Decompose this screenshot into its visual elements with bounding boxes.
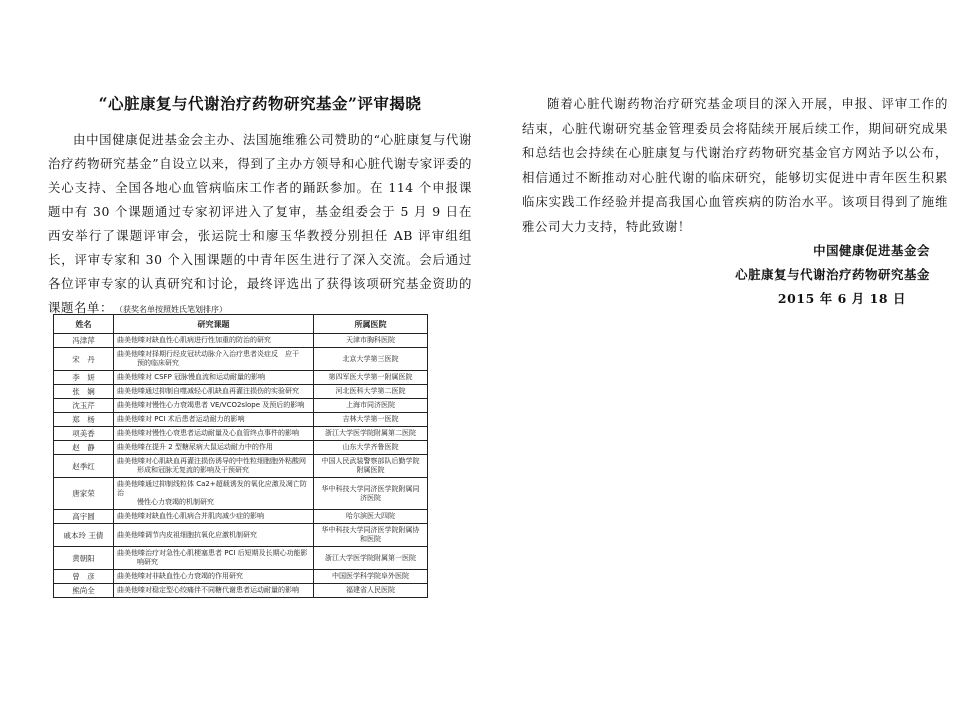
research-topic-line: 曲美他嗪对缺血性心肌病进行性加重的防治的研究 <box>117 336 271 344</box>
hospital <box>314 385 428 399</box>
awardee-name: 赵季红 <box>54 455 114 478</box>
research-topic <box>114 478 314 510</box>
table-row <box>54 334 428 348</box>
research-topic <box>114 371 314 385</box>
hospital-line: 河北医科大学第二医院 <box>335 387 406 395</box>
hospital-line: 浙江大学医学院附属第一医院 <box>325 553 416 562</box>
header-topic: 研究课题 <box>114 315 314 334</box>
research-topic-line: 预的临床研究 <box>137 359 179 367</box>
hospital-line: 浙江大学医学院附属第二医院 <box>325 429 416 437</box>
hospital-line: 华中科技大学同济医学院附属同 <box>321 484 420 493</box>
awardee-name: 宋 丹 <box>54 348 114 371</box>
table-row <box>54 524 428 547</box>
table-row <box>54 584 428 598</box>
header-hospital: 所属医院 <box>314 315 428 334</box>
intro-text: 由中国健康促进基金会主办、法国施维雅公司赞助的“心脏康复与代谢治疗药物研究基金”自设立以来，得到了主办方领导和心脏代谢专家评委的关心支持、全国各地心血管病临床工作者的踊跃参加。在 114 个申报课题中有 30 个课题通过专家初评进入了复审，基金组委会于 5 月 9 日在西安举行了课题评审会，张运院士和廖玉华教授分别担任 AB 评审组组长，评审专家和 30 个入围课题的中青年医生进行了深入交流。会后通过各位评审专家的认真研究和讨论，最终评选出了获得该项研究基金资助的课题名单： <box>48 132 472 315</box>
research-topic-line: 慢性心力衰竭的机制研究 <box>137 498 214 506</box>
table-row <box>54 441 428 455</box>
research-topic <box>114 547 314 570</box>
table-row <box>54 399 428 413</box>
hospital-line: 济医院 <box>360 493 381 502</box>
awardee-name: 郑 杨 <box>54 413 114 427</box>
hospital <box>314 348 428 371</box>
research-topic <box>114 455 314 478</box>
table-body <box>54 334 428 598</box>
right-column <box>522 92 948 311</box>
table-row <box>54 371 428 385</box>
table-row <box>54 385 428 399</box>
research-topic-line: 响研究 <box>137 558 158 566</box>
research-topic-line: 曲美他嗪对慢性心衰患者运动耐量及心血管终点事件的影响 <box>117 429 299 437</box>
awardee-name: 张 娴 <box>54 385 114 399</box>
hospital <box>314 570 428 584</box>
hospital <box>314 510 428 524</box>
research-topic <box>114 524 314 547</box>
page-title: “心脏康复与代谢治疗药物研究基金”评审揭晓 <box>98 94 422 113</box>
research-topic <box>114 334 314 348</box>
research-topic-line: 曲美他嗪通过抑制线粒体 Ca2+超载诱发的氧化应激及凋亡防治 <box>117 480 307 497</box>
awardee-name: 高宇圆 <box>54 510 114 524</box>
hospital-line: 哈尔滨医大四院 <box>346 512 395 520</box>
ranking-note: （获奖名单按照姓氏笔划排序） <box>118 305 227 314</box>
awardee-name: 唐家荣 <box>54 478 114 510</box>
hospital-line: 山东大学齐鲁医院 <box>342 443 399 451</box>
research-topic <box>114 348 314 371</box>
research-topic-line: 曲美他嗪对 CSFP 冠脉慢血流和运动耐量的影响 <box>117 373 266 381</box>
signature-date: 2015 年 6 月 18 日 <box>777 291 906 306</box>
awardee-name: 黄朝阳 <box>54 547 114 570</box>
award-table <box>53 314 428 598</box>
table-row <box>54 510 428 524</box>
awardee-name: 曾 彦 <box>54 570 114 584</box>
awardee-name: 赵 静 <box>54 441 114 455</box>
awardee-name: 沈玉芹 <box>54 399 114 413</box>
hospital <box>314 584 428 598</box>
hospital <box>314 455 428 478</box>
table-row <box>54 478 428 510</box>
hospital <box>314 413 428 427</box>
research-topic <box>114 399 314 413</box>
research-topic-line: 曲美他嗪对稳定型心绞痛伴不同糖代谢患者运动耐量的影响 <box>117 586 299 594</box>
research-topic <box>114 570 314 584</box>
hospital-line: 中国人民武装警察部队后勤学院 <box>321 457 420 465</box>
signature-org-fund: 心脏康复与代谢治疗药物研究基金 <box>735 267 930 282</box>
table-row <box>54 547 428 570</box>
awardee-name: 熊尚全 <box>54 584 114 598</box>
hospital <box>314 334 428 348</box>
intro-paragraph <box>48 128 472 322</box>
awardee-name: 戚本玲 王倩 <box>54 524 114 547</box>
header-name: 姓名 <box>54 315 114 334</box>
awardee-name: 项美香 <box>54 427 114 441</box>
research-topic-line: 曲美他嗪对心肌缺血再灌注损伤诱导的中性粒细胞胞外粘酸网 <box>117 457 306 465</box>
research-topic-line: 曲美他嗪对择期行经皮冠状动脉介入治疗患者炎症反 应干 <box>117 350 299 358</box>
awardee-name: 李 妍 <box>54 371 114 385</box>
hospital-line: 吉林大学第一医院 <box>342 415 399 423</box>
hospital <box>314 371 428 385</box>
hospital-line: 华中科技大学同济医学院附属协 <box>321 526 420 534</box>
hospital-line: 第四军医大学第一附属医院 <box>328 373 413 381</box>
hospital-line: 附属医院 <box>356 466 385 474</box>
research-topic-line: 曲美他嗪通过抑制自噬减轻心肌缺血再灌注损伤的实验研究 <box>117 387 299 395</box>
table-row <box>54 570 428 584</box>
hospital <box>314 478 428 510</box>
hospital-line: 北京大学第三医院 <box>342 354 399 363</box>
research-topic-line: 曲美他嗪对非缺血性心力衰竭的作用研究 <box>117 572 243 580</box>
research-topic <box>114 413 314 427</box>
research-topic-line: 曲美他嗪治疗对急性心肌梗塞患者 PCI 后短期及长期心功能影 <box>117 549 308 557</box>
research-topic-line: 形成和冠脉无复流的影响及干预研究 <box>137 466 249 474</box>
hospital <box>314 399 428 413</box>
hospital <box>314 427 428 441</box>
hospital <box>314 524 428 547</box>
research-topic-line: 曲美他嗪对慢性心力衰竭患者 VE/VCO2slope 及预后的影响 <box>117 401 305 409</box>
research-topic-line: 曲美他嗪在提升 2 型糖尿病大鼠运动耐力中的作用 <box>117 443 273 451</box>
table-row <box>54 427 428 441</box>
hospital <box>314 547 428 570</box>
research-topic-line: 曲美他嗪对缺血性心肌病合并肌肉减少症的影响 <box>117 512 264 520</box>
signature-org-foundation: 中国健康促进基金会 <box>813 243 930 258</box>
research-topic <box>114 441 314 455</box>
research-topic <box>114 584 314 598</box>
research-topic-line: 曲美他嗪调节内皮祖细胞抗氧化应激机制研究 <box>117 530 257 539</box>
table-row <box>54 455 428 478</box>
research-topic <box>114 427 314 441</box>
table-header-row <box>54 315 428 334</box>
left-column <box>48 92 472 322</box>
awardee-name: 冯津萍 <box>54 334 114 348</box>
hospital-line: 和医院 <box>360 535 381 543</box>
hospital-line: 中国医学科学院阜外医院 <box>332 572 409 580</box>
closing-paragraph: 随着心脏代谢药物治疗研究基金项目的深入开展，申报、评审工作的结束，心脏代谢研究基金管理委员会将陆续开展后续工作，期间研究成果和总结也会持续在心脏康复与代谢治疗药物研究基金官方网站予以公布，相信通过不断推动对心脏代谢的临床研究，能够切实促进中青年医生积累临床实践工作经验并提高我国心血管疾病的防治水平。该项目得到了施维雅公司大力支持，特此致谢！ <box>522 96 948 234</box>
award-table-container <box>53 314 427 598</box>
research-topic <box>114 510 314 524</box>
hospital <box>314 441 428 455</box>
table-row <box>54 348 428 371</box>
hospital-line: 福建省人民医院 <box>346 586 395 594</box>
research-topic-line: 曲美他嗪对 PCI 术后患者运动耐力的影响 <box>117 415 245 423</box>
hospital-line: 上海市同济医院 <box>346 401 395 409</box>
table-row <box>54 413 428 427</box>
research-topic <box>114 385 314 399</box>
hospital-line: 天津市胸科医院 <box>346 336 395 344</box>
